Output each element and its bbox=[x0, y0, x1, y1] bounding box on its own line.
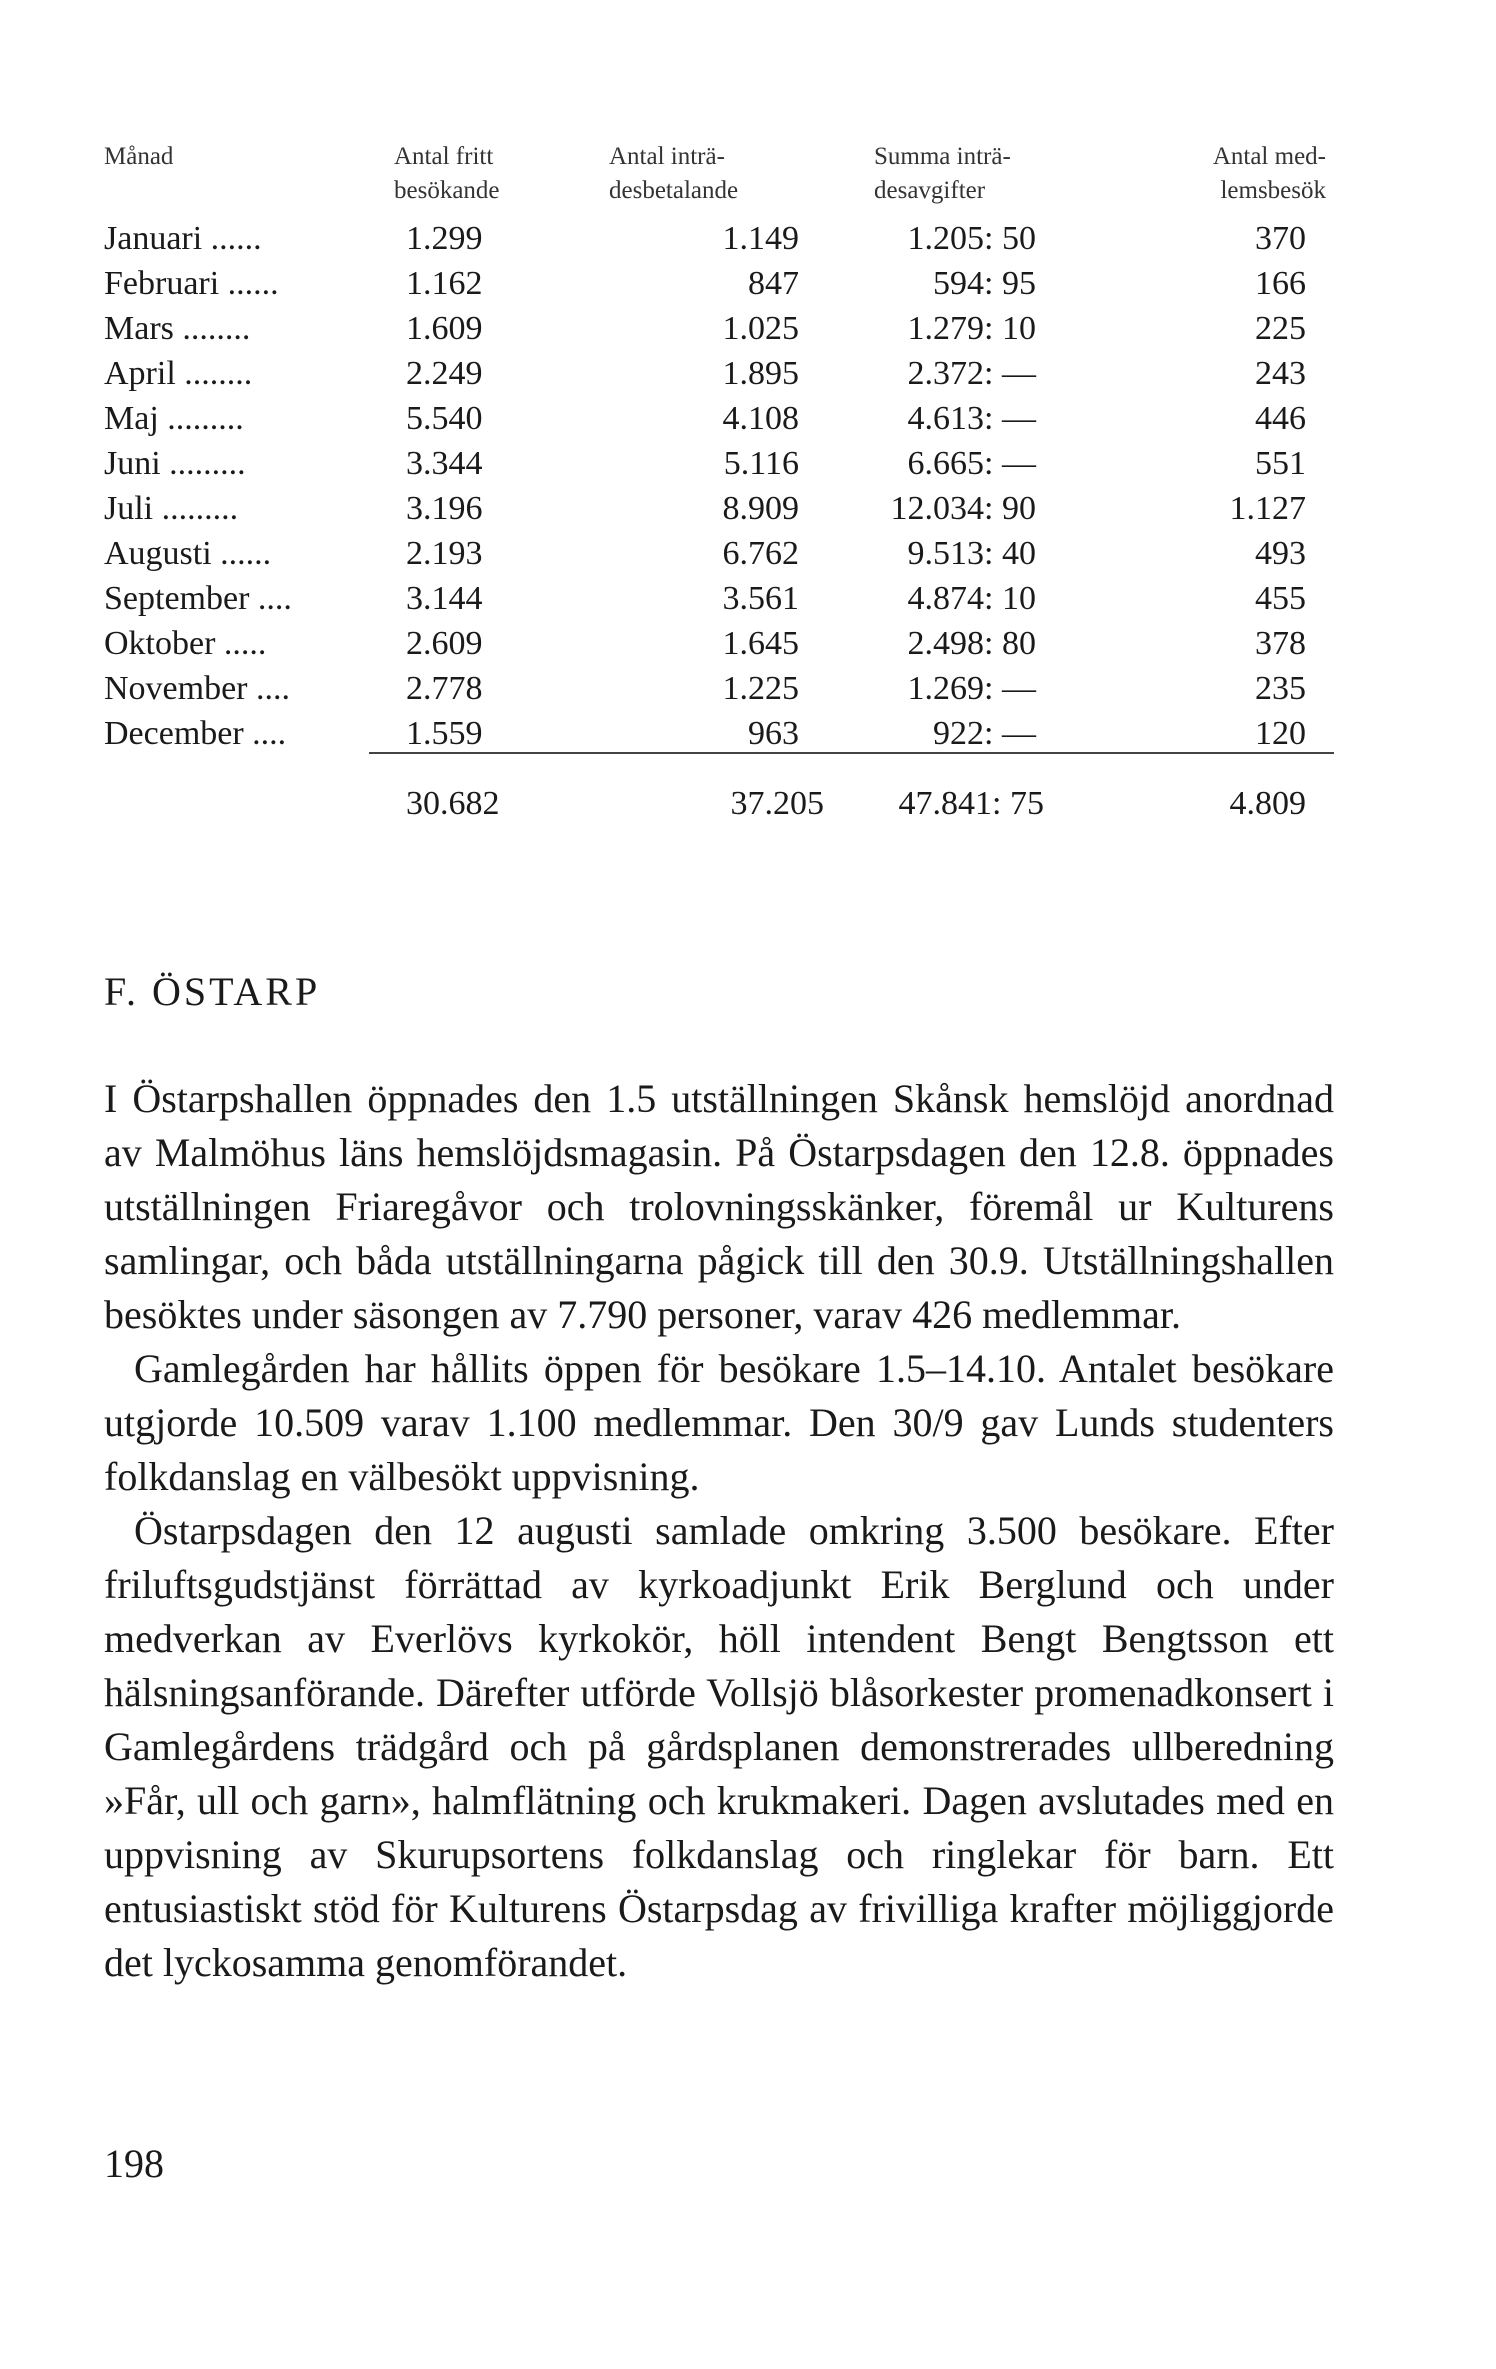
paying-visitors-cell: 1.149 bbox=[722, 219, 799, 257]
table-row bbox=[104, 531, 1334, 576]
header-member-visits: Antal med- lemsbesök bbox=[1212, 143, 1326, 204]
fee-sum-cell: 4.874: 10 bbox=[907, 579, 1036, 617]
fee-sum-cell: 922: — bbox=[933, 714, 1036, 752]
free-visitors-cell: 1.162 bbox=[406, 264, 483, 302]
table-row bbox=[104, 621, 1334, 666]
member-visits-cell: 225 bbox=[1255, 309, 1306, 347]
member-visits-cell: 120 bbox=[1255, 714, 1306, 752]
month-cell: September .... bbox=[104, 579, 292, 617]
total-fee-sum: 47.841: 75 bbox=[898, 785, 1044, 822]
free-visitors-cell: 2.609 bbox=[406, 624, 483, 662]
total-paying: 37.205 bbox=[730, 785, 824, 822]
table-row bbox=[104, 441, 1334, 486]
month-cell: Januari ...... bbox=[104, 219, 262, 257]
fee-sum-cell: 1.279: 10 bbox=[907, 309, 1036, 347]
month-cell: Februari ...... bbox=[104, 264, 279, 302]
visitor-statistics-table bbox=[104, 140, 1334, 826]
table-row bbox=[104, 216, 1334, 261]
table-row bbox=[104, 711, 1334, 756]
member-visits-cell: 551 bbox=[1255, 444, 1306, 482]
month-cell: December .... bbox=[104, 714, 287, 752]
free-visitors-cell: 1.609 bbox=[406, 309, 483, 347]
paying-visitors-cell: 847 bbox=[748, 264, 799, 302]
paragraph: Gamlegården har hållits öppen för besökare 1.5–14.10. Antalet besökare utgjorde 10.509 varav 1.100 medlemmar. Den 30/9 gav Lunds studenters folkdanslag en välbesökt uppvisning. bbox=[104, 1346, 1334, 1499]
fee-sum-cell: 594: 95 bbox=[933, 264, 1036, 302]
fee-sum-cell: 2.498: 80 bbox=[907, 624, 1036, 662]
month-cell: Maj ......... bbox=[104, 399, 244, 437]
paying-visitors-cell: 8.909 bbox=[722, 489, 799, 527]
paying-visitors-cell: 6.762 bbox=[722, 534, 799, 572]
free-visitors-cell: 2.249 bbox=[406, 354, 483, 392]
table-header-row bbox=[104, 140, 1334, 216]
fee-sum-cell: 6.665: — bbox=[907, 444, 1036, 482]
section-body bbox=[104, 1072, 1334, 1990]
table-row bbox=[104, 666, 1334, 711]
paying-visitors-cell: 1.025 bbox=[722, 309, 799, 347]
paying-visitors-cell: 1.225 bbox=[722, 669, 799, 707]
free-visitors-cell: 2.193 bbox=[406, 534, 483, 572]
month-cell: Mars ........ bbox=[104, 309, 251, 347]
page-number: 198 bbox=[104, 2141, 164, 2186]
month-cell: April ........ bbox=[104, 354, 253, 392]
free-visitors-cell: 3.196 bbox=[406, 489, 483, 527]
monthly-table bbox=[104, 140, 1334, 826]
free-visitors-cell: 1.299 bbox=[406, 219, 483, 257]
month-cell: Juli ......... bbox=[104, 489, 239, 527]
paying-visitors-cell: 963 bbox=[748, 714, 799, 752]
paragraph: I Östarpshallen öppnades den 1.5 utställningen Skånsk hemslöjd anordnad av Malmöhus läns hemslöjdsmagasin. På Östarpsdagen den 12.8. öppnades utställningen Friaregåvor och trolovningsskänker, föremål ur Kulturens samlingar, och båda utställningarna pågick till den 30.9. Utställningshallen besöktes under säsongen av 7.790 personer, varav 426 medlemmar. bbox=[104, 1076, 1334, 1337]
section-heading: F. ÖSTARP bbox=[104, 969, 321, 1014]
totals-row bbox=[104, 756, 1334, 826]
free-visitors-cell: 2.778 bbox=[406, 669, 483, 707]
paying-visitors-cell: 5.116 bbox=[723, 444, 799, 482]
paying-visitors-cell: 1.645 bbox=[722, 624, 799, 662]
member-visits-cell: 446 bbox=[1255, 399, 1306, 437]
table-row bbox=[104, 576, 1334, 621]
table-row bbox=[104, 486, 1334, 531]
totals-label bbox=[104, 756, 364, 826]
month-cell: Juni ......... bbox=[104, 444, 246, 482]
totals-divider bbox=[369, 752, 1334, 754]
paying-visitors-cell: 1.895 bbox=[722, 354, 799, 392]
member-visits-cell: 455 bbox=[1255, 579, 1306, 617]
member-visits-cell: 370 bbox=[1255, 219, 1306, 257]
header-fee-sum: Summa inträ- desavgifter bbox=[874, 143, 1011, 204]
total-free: 30.682 bbox=[406, 785, 500, 822]
free-visitors-cell: 1.559 bbox=[406, 714, 483, 752]
free-visitors-cell: 5.540 bbox=[406, 399, 483, 437]
total-member: 4.809 bbox=[1229, 785, 1306, 822]
member-visits-cell: 493 bbox=[1255, 534, 1306, 572]
member-visits-cell: 235 bbox=[1255, 669, 1306, 707]
table-row bbox=[104, 396, 1334, 441]
month-cell: Augusti ...... bbox=[104, 534, 272, 572]
fee-sum-cell: 12.034: 90 bbox=[890, 489, 1036, 527]
fee-sum-cell: 9.513: 40 bbox=[907, 534, 1036, 572]
fee-sum-cell: 1.205: 50 bbox=[907, 219, 1036, 257]
month-cell: Oktober ..... bbox=[104, 624, 267, 662]
member-visits-cell: 243 bbox=[1255, 354, 1306, 392]
table-row bbox=[104, 261, 1334, 306]
free-visitors-cell: 3.144 bbox=[406, 579, 483, 617]
fee-sum-cell: 2.372: — bbox=[907, 354, 1036, 392]
member-visits-cell: 378 bbox=[1255, 624, 1306, 662]
header-free-visitors: Antal fritt besökande bbox=[394, 143, 500, 204]
member-visits-cell: 166 bbox=[1255, 264, 1306, 302]
table-row bbox=[104, 351, 1334, 396]
header-month: Månad bbox=[104, 143, 174, 170]
month-cell: November .... bbox=[104, 669, 291, 707]
table-row bbox=[104, 306, 1334, 351]
paying-visitors-cell: 3.561 bbox=[722, 579, 799, 617]
paragraph: Östarpsdagen den 12 augusti samlade omkring 3.500 besökare. Efter friluftsgudstjänst förrättad av kyrkoadjunkt Erik Berglund och under medverkan av Everlövs kyrkokör, höll intendent Bengt Bengtsson ett hälsningsanförande. Därefter utförde Vollsjö blåsorkester promenadkonsert i Gamlegårdens trädgård och på gårdsplanen demonstrerades ullberedning »Får, ull och garn», halmflätning och krukmakeri. Dagen avslutades med en uppvisning av Skurupsortens folkdanslag och ringlekar för barn. Ett entusiastiskt stöd för Kulturens Östarpsdag av frivilliga krafter möjliggjorde det lyckosamma genomförandet. bbox=[104, 1508, 1334, 1985]
free-visitors-cell: 3.344 bbox=[406, 444, 483, 482]
fee-sum-cell: 4.613: — bbox=[907, 399, 1036, 437]
header-paying-visitors: Antal inträ- desbetalande bbox=[609, 143, 739, 204]
paying-visitors-cell: 4.108 bbox=[722, 399, 799, 437]
member-visits-cell: 1.127 bbox=[1229, 489, 1306, 527]
fee-sum-cell: 1.269: — bbox=[907, 669, 1036, 707]
